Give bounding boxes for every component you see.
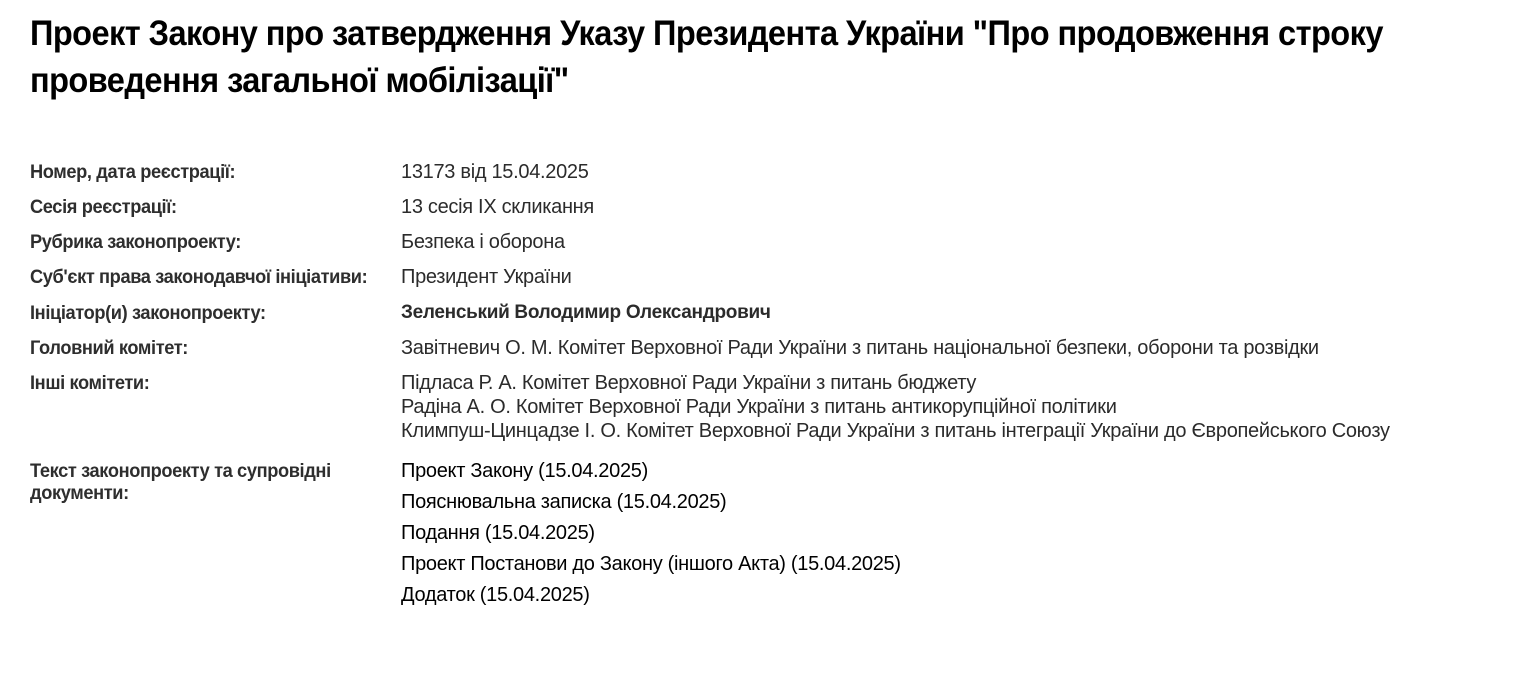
other-committees-label: Інші комітети: bbox=[30, 373, 150, 394]
documents-label: Текст законопроекту та супровідні документи: bbox=[30, 461, 331, 504]
other-committees-list bbox=[401, 371, 1483, 443]
initiator-value: Зеленський Володимир Олександрович bbox=[401, 302, 771, 323]
main-committee-value: Завітневич О. М. Комітет Верховної Ради України з питань національної безпеки, оборони та розвідки bbox=[401, 337, 1319, 359]
row-rubric bbox=[30, 232, 1483, 254]
subject-label: Суб'єкт права законодавчої ініціативи: bbox=[30, 267, 368, 288]
document-link-bill-draft[interactable]: Проект Закону (15.04.2025) bbox=[401, 460, 648, 482]
row-subject bbox=[30, 267, 1483, 289]
registration-value: 13173 від 15.04.2025 bbox=[401, 161, 589, 183]
row-registration bbox=[30, 162, 1483, 184]
row-initiator bbox=[30, 303, 1483, 325]
row-main-committee bbox=[30, 338, 1483, 360]
other-committee-item: Климпуш-Цинцадзе І. О. Комітет Верховної Ради України з питань інтеграції України до Європейського Союзу bbox=[401, 420, 1390, 442]
row-documents bbox=[30, 461, 1483, 611]
rubric-label: Рубрика законопроекту: bbox=[30, 232, 241, 253]
session-label: Сесія реєстрації: bbox=[30, 197, 177, 218]
initiator-label: Ініціатор(и) законопроекту: bbox=[30, 303, 266, 324]
document-link-submission[interactable]: Подання (15.04.2025) bbox=[401, 522, 595, 544]
rubric-value: Безпека і оборона bbox=[401, 231, 565, 253]
session-value: 13 сесія IX скликання bbox=[401, 196, 594, 218]
other-committee-item: Радіна А. О. Комітет Верховної Ради України з питань антикорупційної політики bbox=[401, 396, 1117, 418]
subject-value: Президент України bbox=[401, 266, 572, 288]
main-committee-label: Головний комітет: bbox=[30, 338, 189, 359]
document-link-explanatory-note[interactable]: Пояснювальна записка (15.04.2025) bbox=[401, 491, 727, 513]
registration-label: Номер, дата реєстрації: bbox=[30, 162, 236, 183]
row-session bbox=[30, 197, 1483, 219]
row-other-committees bbox=[30, 373, 1483, 443]
document-link-resolution-draft[interactable]: Проект Постанови до Закону (іншого Акта) (15.04.2025) bbox=[401, 553, 901, 575]
other-committee-item: Підласа Р. А. Комітет Верховної Ради України з питань бюджету bbox=[401, 372, 977, 394]
document-link-appendix[interactable]: Додаток (15.04.2025) bbox=[401, 584, 590, 606]
bill-info-table bbox=[30, 162, 1483, 611]
bill-title: Проект Закону про затвердження Указу Президента України "Про продовження строку проведення загальної мобілізації" bbox=[30, 14, 1383, 100]
documents-list bbox=[401, 456, 1483, 611]
